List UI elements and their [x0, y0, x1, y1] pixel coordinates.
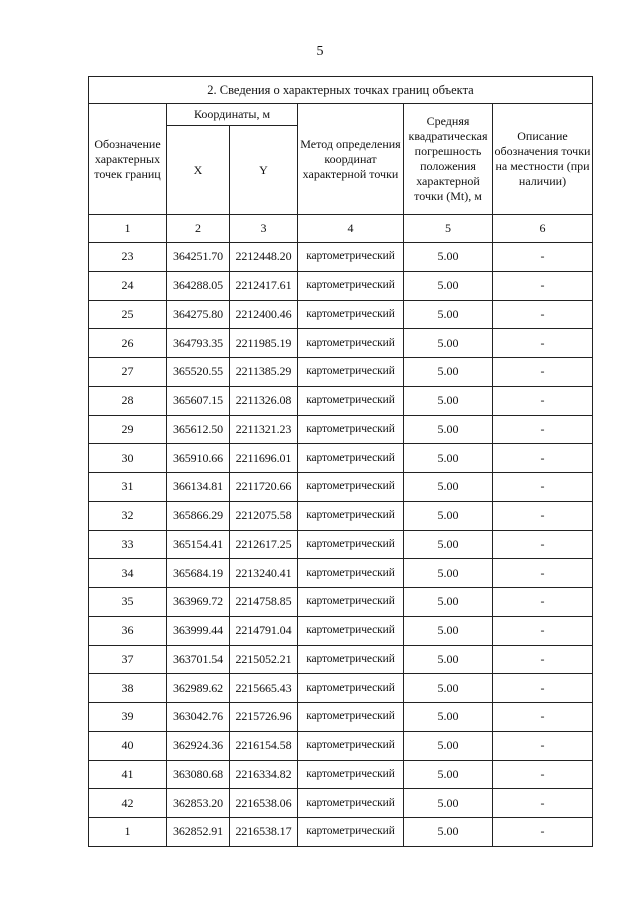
cell-method: картометрический — [298, 674, 404, 703]
cell-error: 5.00 — [404, 731, 493, 760]
cell-y: 2216334.82 — [230, 760, 298, 789]
cell-x: 364793.35 — [167, 329, 230, 358]
cell-error: 5.00 — [404, 329, 493, 358]
table-row — [89, 703, 593, 732]
table-body — [89, 243, 593, 847]
cell-y: 2212417.61 — [230, 271, 298, 300]
page-number: 5 — [316, 44, 324, 59]
cell-error: 5.00 — [404, 243, 493, 272]
cell-point: 38 — [89, 674, 167, 703]
cell-point: 25 — [89, 300, 167, 329]
cell-method: картометрический — [298, 243, 404, 272]
table-row — [89, 616, 593, 645]
cell-description: - — [493, 415, 593, 444]
cell-method: картометрический — [298, 645, 404, 674]
cell-point: 24 — [89, 271, 167, 300]
table-row — [89, 674, 593, 703]
cell-description: - — [493, 386, 593, 415]
cell-y: 2215726.96 — [230, 703, 298, 732]
cell-error: 5.00 — [404, 415, 493, 444]
cell-method: картометрический — [298, 415, 404, 444]
cell-method: картометрический — [298, 271, 404, 300]
header-method: Метод определения координат характерной точки — [298, 104, 404, 215]
cell-x: 364275.80 — [167, 300, 230, 329]
section-title: 2. Сведения о характерных точках границ объекта — [89, 77, 593, 104]
cell-y: 2213240.41 — [230, 559, 298, 588]
header-description: Описание обозначения точки на местности (при наличии) — [493, 104, 593, 215]
cell-method: картометрический — [298, 559, 404, 588]
cell-x: 362924.36 — [167, 731, 230, 760]
table-row — [89, 271, 593, 300]
cell-x: 365866.29 — [167, 501, 230, 530]
cell-description: - — [493, 703, 593, 732]
header-coordinates: Координаты, м — [167, 104, 298, 126]
table-row — [89, 444, 593, 473]
cell-point: 42 — [89, 789, 167, 818]
cell-error: 5.00 — [404, 674, 493, 703]
cell-x: 362989.62 — [167, 674, 230, 703]
cell-point: 26 — [89, 329, 167, 358]
cell-x: 362853.20 — [167, 789, 230, 818]
cell-description: - — [493, 616, 593, 645]
cell-point: 35 — [89, 588, 167, 617]
table-row — [89, 300, 593, 329]
column-number: 6 — [493, 215, 593, 243]
table-row — [89, 818, 593, 847]
table-row — [89, 473, 593, 502]
cell-error: 5.00 — [404, 559, 493, 588]
cell-x: 365520.55 — [167, 358, 230, 387]
cell-point: 27 — [89, 358, 167, 387]
cell-description: - — [493, 358, 593, 387]
cell-point: 31 — [89, 473, 167, 502]
cell-x: 365607.15 — [167, 386, 230, 415]
column-number: 2 — [167, 215, 230, 243]
cell-point: 32 — [89, 501, 167, 530]
header-y: Y — [230, 126, 298, 215]
cell-description: - — [493, 645, 593, 674]
table-row — [89, 731, 593, 760]
table-row — [89, 501, 593, 530]
cell-method: картометрический — [298, 473, 404, 502]
header-x: X — [167, 126, 230, 215]
cell-method: картометрический — [298, 818, 404, 847]
cell-method: картометрический — [298, 300, 404, 329]
cell-point: 28 — [89, 386, 167, 415]
table-row — [89, 243, 593, 272]
table-row — [89, 645, 593, 674]
cell-point: 40 — [89, 731, 167, 760]
cell-method: картометрический — [298, 760, 404, 789]
cell-y: 2211326.08 — [230, 386, 298, 415]
cell-x: 365684.19 — [167, 559, 230, 588]
cell-description: - — [493, 444, 593, 473]
cell-description: - — [493, 271, 593, 300]
column-number: 3 — [230, 215, 298, 243]
cell-description: - — [493, 300, 593, 329]
cell-point: 33 — [89, 530, 167, 559]
cell-method: картометрический — [298, 386, 404, 415]
cell-y: 2214791.04 — [230, 616, 298, 645]
cell-y: 2212448.20 — [230, 243, 298, 272]
cell-error: 5.00 — [404, 271, 493, 300]
cell-method: картометрический — [298, 731, 404, 760]
cell-description: - — [493, 760, 593, 789]
column-number: 4 — [298, 215, 404, 243]
table-row — [89, 415, 593, 444]
cell-x: 366134.81 — [167, 473, 230, 502]
cell-point: 39 — [89, 703, 167, 732]
table-row — [89, 530, 593, 559]
table-row — [89, 559, 593, 588]
cell-y: 2216538.17 — [230, 818, 298, 847]
cell-error: 5.00 — [404, 530, 493, 559]
cell-description: - — [493, 329, 593, 358]
cell-point: 41 — [89, 760, 167, 789]
cell-y: 2211985.19 — [230, 329, 298, 358]
cell-description: - — [493, 559, 593, 588]
cell-point: 36 — [89, 616, 167, 645]
cell-error: 5.00 — [404, 358, 493, 387]
cell-y: 2212617.25 — [230, 530, 298, 559]
cell-point: 30 — [89, 444, 167, 473]
cell-y: 2211696.01 — [230, 444, 298, 473]
cell-y: 2215665.43 — [230, 674, 298, 703]
cell-description: - — [493, 731, 593, 760]
table-row — [89, 760, 593, 789]
cell-description: - — [493, 818, 593, 847]
cell-description: - — [493, 530, 593, 559]
header-point: Обозначение характерных точек границ — [89, 104, 167, 215]
cell-error: 5.00 — [404, 645, 493, 674]
cell-error: 5.00 — [404, 501, 493, 530]
cell-point: 1 — [89, 818, 167, 847]
cell-y: 2212075.58 — [230, 501, 298, 530]
cell-point: 37 — [89, 645, 167, 674]
cell-method: картометрический — [298, 501, 404, 530]
table-row — [89, 386, 593, 415]
cell-x: 365154.41 — [167, 530, 230, 559]
table-row — [89, 329, 593, 358]
cell-y: 2211385.29 — [230, 358, 298, 387]
cell-error: 5.00 — [404, 300, 493, 329]
cell-error: 5.00 — [404, 473, 493, 502]
column-number: 1 — [89, 215, 167, 243]
cell-y: 2216154.58 — [230, 731, 298, 760]
cell-error: 5.00 — [404, 760, 493, 789]
cell-x: 364288.05 — [167, 271, 230, 300]
cell-x: 365612.50 — [167, 415, 230, 444]
cell-point: 29 — [89, 415, 167, 444]
column-number: 5 — [404, 215, 493, 243]
cell-error: 5.00 — [404, 444, 493, 473]
cell-error: 5.00 — [404, 703, 493, 732]
cell-y: 2211321.23 — [230, 415, 298, 444]
cell-description: - — [493, 501, 593, 530]
cell-error: 5.00 — [404, 616, 493, 645]
cell-method: картометрический — [298, 588, 404, 617]
cell-method: картометрический — [298, 616, 404, 645]
cell-x: 362852.91 — [167, 818, 230, 847]
cell-method: картометрический — [298, 530, 404, 559]
cell-point: 34 — [89, 559, 167, 588]
cell-x: 363042.76 — [167, 703, 230, 732]
table-row — [89, 588, 593, 617]
cell-method: картометрический — [298, 358, 404, 387]
cell-error: 5.00 — [404, 588, 493, 617]
cell-x: 365910.66 — [167, 444, 230, 473]
table-row — [89, 789, 593, 818]
cell-y: 2211720.66 — [230, 473, 298, 502]
cell-x: 363999.44 — [167, 616, 230, 645]
cell-x: 363080.68 — [167, 760, 230, 789]
header-error: Средняя квадратическая погрешность положения характерной точки (Mt), м — [404, 104, 493, 215]
cell-description: - — [493, 674, 593, 703]
cell-method: картометрический — [298, 703, 404, 732]
cell-description: - — [493, 789, 593, 818]
cell-method: картометрический — [298, 444, 404, 473]
cell-method: картометрический — [298, 329, 404, 358]
cell-y: 2212400.46 — [230, 300, 298, 329]
cell-y: 2214758.85 — [230, 588, 298, 617]
cell-y: 2216538.06 — [230, 789, 298, 818]
boundary-points-table — [88, 76, 593, 847]
cell-method: картометрический — [298, 789, 404, 818]
cell-x: 363969.72 — [167, 588, 230, 617]
cell-description: - — [493, 588, 593, 617]
cell-error: 5.00 — [404, 789, 493, 818]
cell-point: 23 — [89, 243, 167, 272]
cell-error: 5.00 — [404, 386, 493, 415]
cell-error: 5.00 — [404, 818, 493, 847]
table-row — [89, 358, 593, 387]
cell-x: 363701.54 — [167, 645, 230, 674]
cell-y: 2215052.21 — [230, 645, 298, 674]
cell-description: - — [493, 243, 593, 272]
cell-description: - — [493, 473, 593, 502]
cell-x: 364251.70 — [167, 243, 230, 272]
